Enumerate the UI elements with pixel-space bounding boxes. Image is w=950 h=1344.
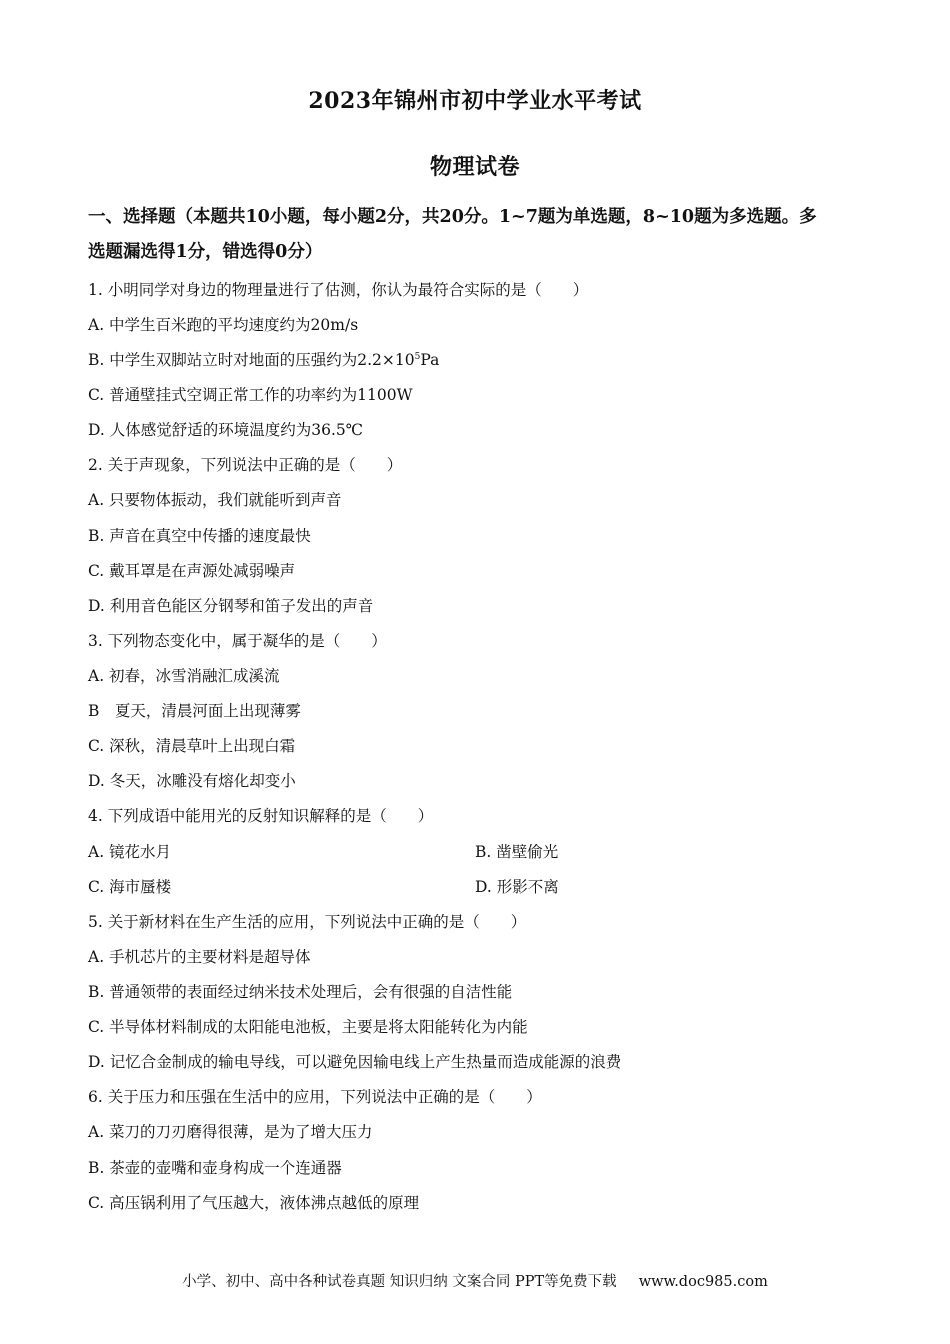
question-6-option-b: B. 茶壶的壶嘴和壶身构成一个连通器: [88, 1159, 342, 1177]
question-2-stem: 2. 关于声现象，下列说法中正确的是（ ）: [88, 456, 403, 474]
option-b-text: B. 中学生双脚站立时对地面的压强约为2.2×10: [88, 351, 415, 369]
question-1-option-d: D. 人体感觉舒适的环境温度约为36.5℃: [88, 421, 364, 439]
exponent: 5: [414, 351, 421, 362]
question-2-option-b: B. 声音在真空中传播的速度最快: [88, 527, 311, 545]
question-2-option-c: C. 戴耳罩是在声源处减弱噪声: [88, 562, 296, 580]
question-4-option-c: C. 海市蜃楼: [88, 878, 172, 896]
footer-text: 小学、初中、高中各种试卷真题 知识归纳 文案合同 PPT等免费下载: [182, 1274, 617, 1290]
question-6-stem: 6. 关于压力和压强在生活中的应用，下列说法中正确的是（ ）: [88, 1088, 542, 1106]
question-5-option-b: B. 普通领带的表面经过纳米技术处理后，会有很强的自洁性能: [88, 983, 513, 1001]
question-3-stem: 3. 下列物态变化中，属于凝华的是（ ）: [88, 632, 387, 650]
question-4-stem: 4. 下列成语中能用光的反射知识解释的是（ ）: [88, 807, 434, 825]
page-title: 2023年锦州市初中学业水平考试: [308, 88, 642, 114]
footer-url[interactable]: www.doc985.com: [638, 1274, 768, 1290]
question-1-option-c: C. 普通壁挂式空调正常工作的功率约为1100W: [88, 386, 413, 404]
option-b-unit: Pa: [420, 351, 440, 369]
question-5-option-a: A. 手机芯片的主要材料是超导体: [88, 948, 311, 966]
question-2-option-d: D. 利用音色能区分钢琴和笛子发出的声音: [88, 597, 374, 615]
question-3-option-a: A. 初春，冰雪消融汇成溪流: [88, 667, 280, 685]
section-heading-line2: 选题漏选得1分，错选得0分）: [88, 242, 323, 262]
section-heading-line1: 一、选择题（本题共10小题，每小题2分，共20分。1~7题为单选题，8~10题为多选题。多: [88, 207, 817, 227]
page-subtitle: 物理试卷: [429, 154, 520, 180]
question-2-option-a: A. 只要物体振动，我们就能听到声音: [88, 491, 342, 509]
page-footer: [0, 1270, 950, 1291]
question-3-option-c: C. 深秋，清晨草叶上出现白霜: [88, 737, 296, 755]
question-5-option-d: D. 记忆合金制成的输电导线，可以避免因输电线上产生热量而造成能源的浪费: [88, 1053, 622, 1071]
question-4-option-b: B. 凿壁偷光: [475, 843, 559, 861]
question-3-option-d: D. 冬天，冰雕没有熔化却变小: [88, 772, 296, 790]
question-5-option-c: C. 半导体材料制成的太阳能电池板，主要是将太阳能转化为内能: [88, 1018, 528, 1036]
question-1-stem: 1. 小明同学对身边的物理量进行了估测，你认为最符合实际的是（ ）: [88, 281, 589, 299]
question-3-option-b: B 夏天，清晨河面上出现薄雾: [88, 702, 301, 720]
question-1-option-a: A. 中学生百米跑的平均速度约为20m/s: [88, 316, 359, 334]
question-1-option-b: [88, 350, 439, 370]
question-5-stem: 5. 关于新材料在生产生活的应用，下列说法中正确的是（ ）: [88, 913, 527, 931]
question-6-option-a: A. 菜刀的刀刃磨得很薄，是为了增大压力: [88, 1123, 373, 1141]
question-4-option-a: A. 镜花水月: [88, 843, 172, 861]
question-6-option-c: C. 高压锅利用了气压越大，液体沸点越低的原理: [88, 1194, 420, 1212]
question-4-option-d: D. 形影不离: [475, 878, 559, 896]
